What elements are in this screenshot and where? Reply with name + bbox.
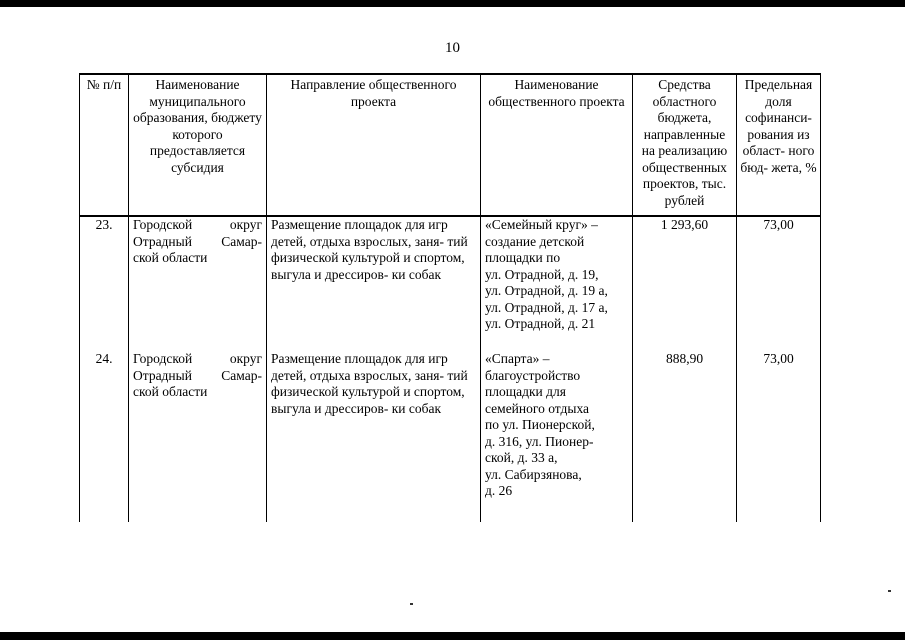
- scan-border-bottom: [0, 632, 905, 640]
- project-line: ул. Отрадной, д. 17 а,: [485, 299, 608, 315]
- direction-cell: Размещение площадок для игр детей, отдыха взрослых, заня- тий физической культурой и спортом, выгула и дрессиров- ки собак: [267, 216, 481, 336]
- project-line: ул. Отрадной, д. 21: [485, 316, 596, 331]
- project-line: по ул. Пионерской,: [485, 417, 595, 432]
- row-number: 24.: [80, 336, 129, 522]
- header-project: Наименование общественного проекта: [481, 74, 633, 216]
- project-line: ул. Сабирзянова,: [485, 466, 582, 482]
- municipality-cell: Городской округ Отрадный Самар- ской области: [129, 216, 267, 336]
- project-line: ской, д. 33 а,: [485, 450, 558, 465]
- table-row: [80, 336, 821, 522]
- table-row: [80, 216, 821, 336]
- project-line: создание детской: [485, 233, 585, 249]
- project-line: ул. Отрадной, д. 19 а,: [485, 283, 608, 298]
- funds-cell: 1 293,60: [633, 216, 737, 336]
- project-line: «Спарта» –: [485, 351, 550, 366]
- header-direction: Направление общественного проекта: [267, 74, 481, 216]
- scan-speck: [888, 590, 891, 592]
- scan-border-top: [0, 0, 905, 7]
- project-line: д. 316, ул. Пионер-: [485, 433, 594, 449]
- funds-cell: 888,90: [633, 336, 737, 522]
- header-share: Предельная доля софинанси- рования из област- ного бюд- жета, %: [737, 74, 821, 216]
- project-line: семейного отдыха: [485, 400, 590, 416]
- subsidy-table: [79, 73, 821, 522]
- header-funds: Средства областного бюджета, направленные на реализацию общественных проектов, тыс. рублей: [633, 74, 737, 216]
- project-line: благоустройство: [485, 367, 581, 383]
- project-line: ул. Отрадной, д. 19,: [485, 266, 599, 282]
- project-cell: [481, 216, 633, 336]
- header-municipality: Наименование муниципального образования, бюджету которого предоставляется субсидия: [129, 74, 267, 216]
- share-cell: 73,00: [737, 216, 821, 336]
- project-line: «Семейный круг» –: [485, 217, 598, 232]
- scan-speck: [410, 603, 413, 605]
- direction-cell: Размещение площадок для игр детей, отдыха взрослых, заня- тий физической культурой и спортом, выгула и дрессиров- ки собак: [267, 336, 481, 522]
- municipality-cell: Городской округ Отрадный Самар- ской области: [129, 336, 267, 522]
- project-line: площадки по: [485, 250, 561, 265]
- page-number: 10: [445, 40, 460, 56]
- header-num: № п/п: [80, 74, 129, 216]
- table-header-row: [80, 74, 821, 216]
- project-line: д. 26: [485, 483, 513, 498]
- row-number: 23.: [80, 216, 129, 336]
- project-line: площадки для: [485, 384, 566, 399]
- project-cell: [481, 336, 633, 522]
- share-cell: 73,00: [737, 336, 821, 522]
